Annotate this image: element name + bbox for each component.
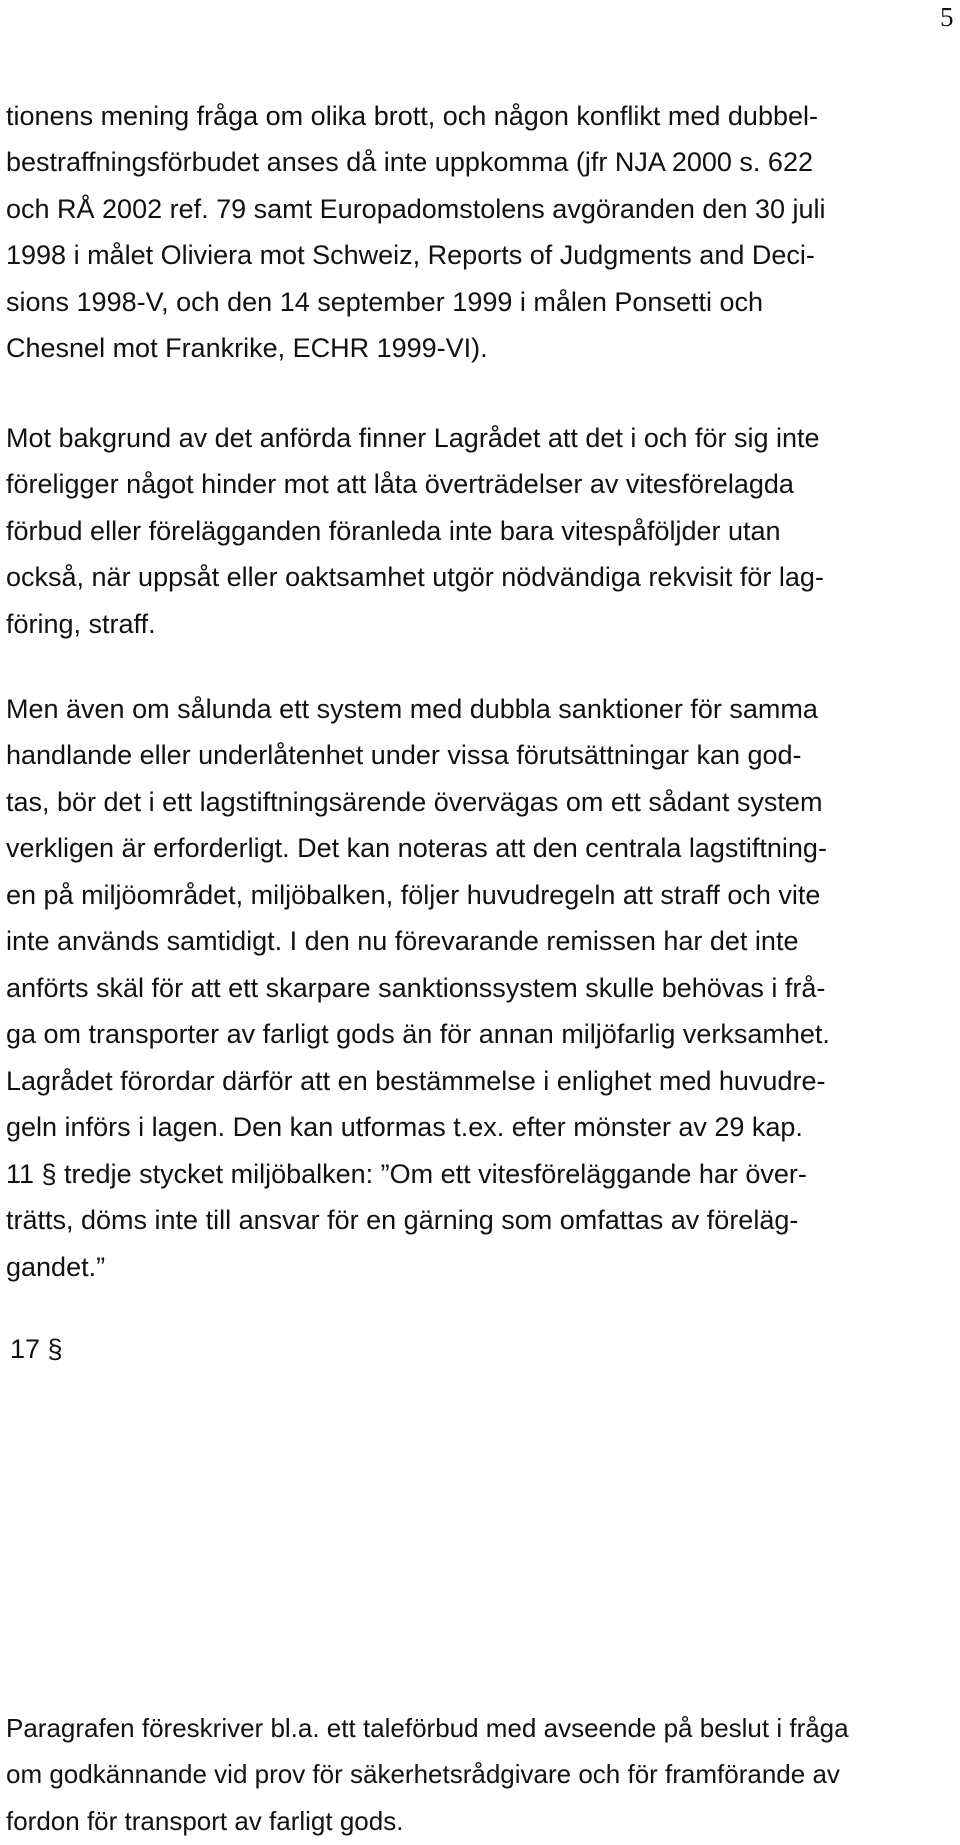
text-line: förbud eller förelägganden föranleda inte bara vitespåföljder utan bbox=[6, 516, 781, 546]
text-line: Men även om sålunda ett system med dubbla sanktioner för samma bbox=[6, 694, 818, 724]
text-line: och RÅ 2002 ref. 79 samt Europadomstolens avgöranden den 30 juli bbox=[6, 194, 826, 224]
text-line: föreligger något hinder mot att låta överträdelser av vitesförelagda bbox=[6, 469, 794, 499]
text-line: Paragrafen föreskriver bl.a. ett taleförbud med avseende på beslut i fråga bbox=[6, 1713, 849, 1743]
text-line: Mot bakgrund av det anförda finner Lagrådet att det i och för sig inte bbox=[6, 423, 820, 453]
text-line: anförts skäl för att ett skarpare sanktionssystem skulle behövas i frå- bbox=[6, 973, 826, 1003]
text-line: 11 § tredje stycket miljöbalken: ”Om ett vitesföreläggande har över- bbox=[6, 1159, 807, 1189]
text-line: gandet.” bbox=[6, 1252, 106, 1282]
page-number: 5 bbox=[940, 2, 954, 32]
text-line: ga om transporter av farligt gods än för annan miljöfarlig verksamhet. bbox=[6, 1019, 830, 1049]
text-line: Chesnel mot Frankrike, ECHR 1999-VI). bbox=[6, 333, 488, 363]
text-line: bestraffningsförbudet anses då inte uppkomma (jfr NJA 2000 s. 622 bbox=[6, 147, 813, 177]
text-line: föring, straff. bbox=[6, 609, 156, 639]
text-line: 1998 i målet Oliviera mot Schweiz, Reports of Judgments and Deci- bbox=[6, 240, 815, 270]
section-heading-text: 17 § bbox=[10, 1334, 63, 1364]
text-line: tionens mening fråga om olika brott, och någon konflikt med dubbel- bbox=[6, 101, 818, 131]
text-line: inte används samtidigt. I den nu förevarande remissen har det inte bbox=[6, 926, 799, 956]
text-line: fordon för transport av farligt gods. bbox=[6, 1806, 404, 1836]
text-line: handlande eller underlåtenhet under vissa förutsättningar kan god- bbox=[6, 740, 802, 770]
text-line: geln införs i lagen. Den kan utformas t.ex. efter mönster av 29 kap. bbox=[6, 1112, 803, 1142]
text-line: sions 1998-V, och den 14 september 1999 i målen Ponsetti och bbox=[6, 287, 764, 317]
text-line: tas, bör det i ett lagstiftningsärende övervägas om ett sådant system bbox=[6, 787, 823, 817]
text-line: trätts, döms inte till ansvar för en gärning som omfattas av föreläg- bbox=[6, 1205, 799, 1235]
text-line: Lagrådet förordar därför att en bestämmelse i enlighet med huvudre- bbox=[6, 1066, 826, 1096]
text-line: en på miljöområdet, miljöbalken, följer huvudregeln att straff och vite bbox=[6, 880, 821, 910]
text-line: om godkännande vid prov för säkerhetsrådgivare och för framförande av bbox=[6, 1759, 840, 1789]
text-line: också, när uppsåt eller oaktsamhet utgör nödvändiga rekvisit för lag- bbox=[6, 562, 824, 592]
text-line: verkligen är erforderligt. Det kan noteras att den centrala lagstiftning- bbox=[6, 833, 827, 863]
